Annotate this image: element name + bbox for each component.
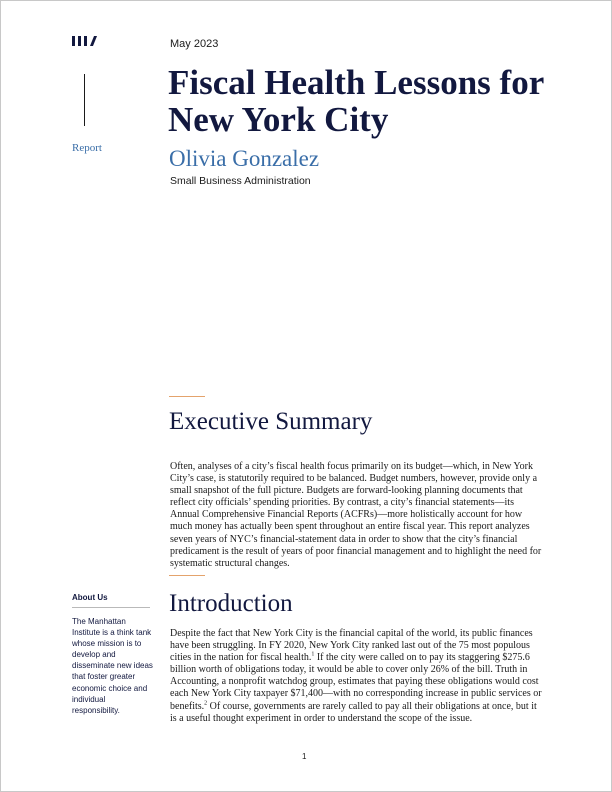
footnote-marker: 1 — [311, 651, 315, 658]
about-us-text: The Manhattan Institute is a think tank whose mission is to develop and disseminate new ideas that foster greater economic choice and individual responsibility. — [72, 617, 153, 715]
introduction-heading: Introduction — [169, 590, 293, 617]
about-us-title: About Us — [72, 593, 108, 602]
publication-date: May 2023 — [170, 38, 219, 50]
footnote-marker: 2 — [204, 700, 208, 707]
intro-text-part: Despite the fact that New York City is the financial capital of the world, its public finances have been struggling. In FY 2020, New York City ranked last out of the 75 most populous cities in the nation for fiscal health. — [170, 628, 533, 664]
manhattan-institute-logo-icon — [72, 36, 95, 46]
report-title: Fiscal Health Lessons for New York City — [168, 63, 544, 139]
intro-text-part: Of course, governments are rarely called to pay all their obligations at once, but it is a useful thought experiment in order to understand the scope of the issue. — [170, 700, 537, 724]
introduction-paragraph — [170, 628, 542, 725]
about-us-divider — [72, 607, 150, 608]
author-affiliation: Small Business Administration — [170, 175, 311, 187]
page-number: 1 — [302, 752, 307, 761]
author-name: Olivia Gonzalez — [169, 146, 320, 171]
vertical-divider — [84, 74, 85, 126]
report-label: Report — [72, 142, 102, 154]
section-accent-rule — [169, 396, 205, 397]
intro-text-part: If the city were called on to pay its staggering $275.6 billion worth of obligations today, it would be able to cover only 26% of the bill. Truth in Accounting, a nonprofit watchdog group, estimates that paying these obligations would cost each New York City taxpayer $71,400—with no corresponding increase in public services or benefits. — [170, 652, 542, 712]
section-accent-rule — [169, 575, 205, 576]
executive-summary-paragraph: Often, analyses of a city’s fiscal health focus primarily on its budget—which, in New York City’s case, is statutorily required to be balanced. Budget numbers, however, provide only a small snapshot of the full picture. Budgets are forward-looking planning documents that reflect city officials’ spending priorities. By contrast, a city’s financial statements—its Annual Comprehensive Financial Reports (ACFRs)—more holistically account for how much money has actually been spent throughout an entire fiscal year. This report analyzes seven years of NYC’s financial-statement data in order to show that the city’s financial predicament is the result of years of poor financial management and to highlight the need for systematic structural changes. — [170, 461, 542, 569]
executive-summary-heading: Executive Summary — [169, 408, 373, 435]
